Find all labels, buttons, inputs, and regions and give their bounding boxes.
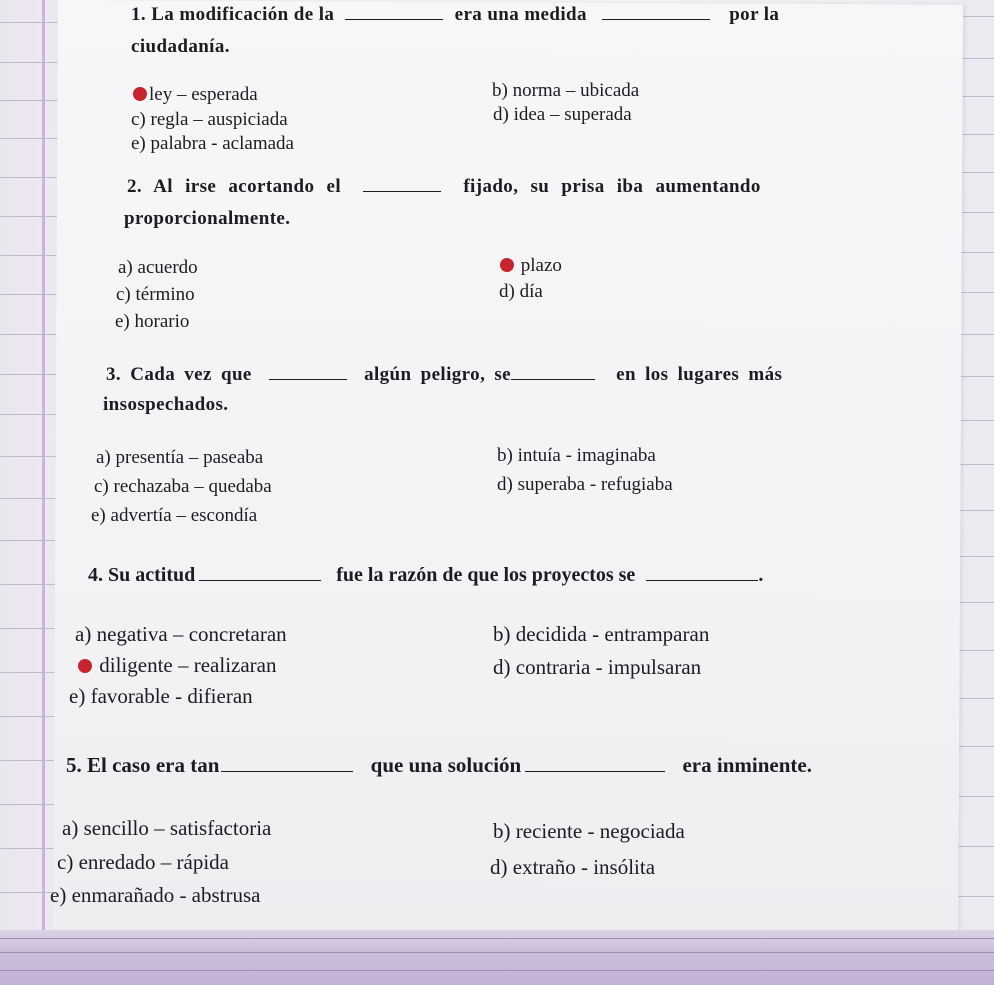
question-text: por la (729, 4, 780, 25)
option-letter: c) (116, 284, 131, 305)
option-letter: b) (493, 622, 511, 646)
option-d[interactable] (490, 855, 655, 880)
question-text: fue la razón de que los proyectos se (336, 564, 636, 586)
question-text: . (758, 564, 764, 586)
question-number: 5. (66, 753, 82, 777)
option-text: extraño - insólita (512, 855, 656, 879)
option-b[interactable] (492, 80, 639, 102)
option-c[interactable] (131, 109, 288, 131)
option-letter: a) (62, 816, 79, 840)
question-1-stem (131, 4, 779, 26)
option-d[interactable] (499, 281, 543, 303)
option-b[interactable] (493, 819, 685, 844)
answer-blank[interactable] (646, 579, 758, 581)
option-e[interactable] (131, 133, 294, 155)
option-d[interactable] (493, 655, 701, 680)
option-text: horario (134, 311, 190, 332)
option-e[interactable] (69, 684, 253, 709)
option-letter: b) (493, 819, 511, 843)
answer-blank[interactable] (345, 18, 443, 20)
option-letter: a) (75, 622, 92, 646)
question-text: en los lugares más (616, 364, 783, 385)
option-text: intuía - imaginaba (517, 445, 656, 466)
option-d[interactable] (497, 474, 673, 496)
option-text: favorable - difieran (90, 684, 253, 708)
question-5-stem (66, 753, 812, 778)
option-a[interactable] (96, 447, 263, 469)
option-text: enredado – rápida (78, 850, 230, 874)
option-text: enmarañado - abstrusa (71, 883, 261, 907)
question-2-stem (127, 176, 761, 198)
question-number: 1. (131, 4, 147, 25)
question-4-stem (88, 564, 763, 587)
question-text: El caso era tan (87, 753, 220, 777)
option-text: superaba - refugiaba (517, 474, 673, 495)
option-letter: c) (94, 476, 109, 497)
question-text: Cada vez que (130, 364, 252, 385)
option-c[interactable] (78, 653, 277, 678)
option-a[interactable] (118, 257, 198, 279)
option-text: advertía – escondía (110, 505, 258, 526)
notebook-bottom (0, 930, 994, 985)
question-text: era inminente. (682, 753, 812, 777)
question-3-stem (106, 364, 782, 386)
option-text: plazo (520, 255, 562, 276)
option-text: término (135, 284, 195, 305)
option-text: presentía – paseaba (115, 447, 264, 468)
question-continuation: ciudadanía. (131, 36, 230, 57)
option-text: sencillo – satisfactoria (83, 816, 272, 840)
selected-answer-mark (500, 258, 514, 272)
option-letter: d) (499, 281, 515, 302)
option-letter: c) (131, 109, 146, 130)
option-letter: b) (497, 445, 513, 466)
option-letter: b) (492, 80, 508, 101)
option-text: negativa – concretaran (96, 622, 287, 646)
question-text: fijado, su prisa iba aumentando (463, 176, 761, 197)
answer-blank[interactable] (511, 378, 595, 380)
question-text: algún peligro, se (364, 364, 511, 385)
option-letter: d) (493, 104, 509, 125)
selected-answer-mark (133, 87, 147, 101)
option-e[interactable] (50, 883, 261, 908)
option-text: contraria - impulsaran (515, 655, 702, 679)
option-letter: d) (497, 474, 513, 495)
answer-blank[interactable] (199, 579, 321, 581)
question-text: Al irse acortando el (153, 176, 341, 197)
question-continuation: proporcionalmente. (124, 208, 291, 229)
option-text: decidida - entramparan (515, 622, 710, 646)
option-e[interactable] (91, 505, 257, 527)
question-number: 4. (88, 564, 103, 586)
question-text: que una solución (370, 753, 522, 777)
option-text: reciente - negociada (515, 819, 685, 843)
question-number: 2. (127, 176, 143, 197)
option-a[interactable] (133, 84, 258, 106)
question-continuation: insospechados. (103, 394, 229, 415)
option-a[interactable] (62, 816, 271, 841)
option-letter: d) (493, 655, 511, 679)
option-letter: e) (69, 684, 86, 708)
option-text: rechazaba – quedaba (113, 476, 272, 497)
option-b[interactable] (493, 622, 709, 647)
question-text: Su actitud (108, 564, 196, 586)
option-letter: c) (57, 850, 74, 874)
notebook-margin-line (42, 0, 45, 930)
option-letter: e) (115, 311, 130, 332)
option-b[interactable] (497, 445, 656, 467)
option-text: regla – auspiciada (150, 109, 288, 130)
option-text: diligente – realizaran (99, 653, 277, 677)
option-text: idea – superada (513, 104, 632, 125)
option-letter: d) (490, 855, 508, 879)
option-d[interactable] (493, 104, 632, 126)
option-c[interactable] (116, 284, 195, 306)
option-text: norma – ubicada (512, 80, 640, 101)
answer-blank[interactable] (221, 770, 353, 772)
option-c[interactable] (94, 476, 272, 498)
answer-blank[interactable] (602, 18, 710, 20)
option-e[interactable] (115, 311, 189, 333)
question-text: era una medida (454, 4, 587, 25)
answer-blank[interactable] (525, 770, 665, 772)
question-number: 3. (106, 364, 122, 385)
option-b[interactable] (500, 255, 562, 277)
option-text: acuerdo (137, 257, 198, 278)
selected-answer-mark (78, 659, 92, 673)
option-text: ley – esperada (149, 84, 258, 105)
answer-blank[interactable] (363, 190, 441, 192)
option-letter: a) (118, 257, 133, 278)
option-text: día (519, 281, 543, 302)
option-a[interactable] (75, 622, 287, 647)
question-text: La modificación de la (151, 4, 335, 25)
option-letter: e) (91, 505, 106, 526)
option-letter: e) (50, 883, 67, 907)
option-letter: a) (96, 447, 111, 468)
option-c[interactable] (57, 850, 229, 875)
option-letter: e) (131, 133, 146, 154)
answer-blank[interactable] (269, 378, 347, 380)
option-text: palabra - aclamada (150, 133, 294, 154)
